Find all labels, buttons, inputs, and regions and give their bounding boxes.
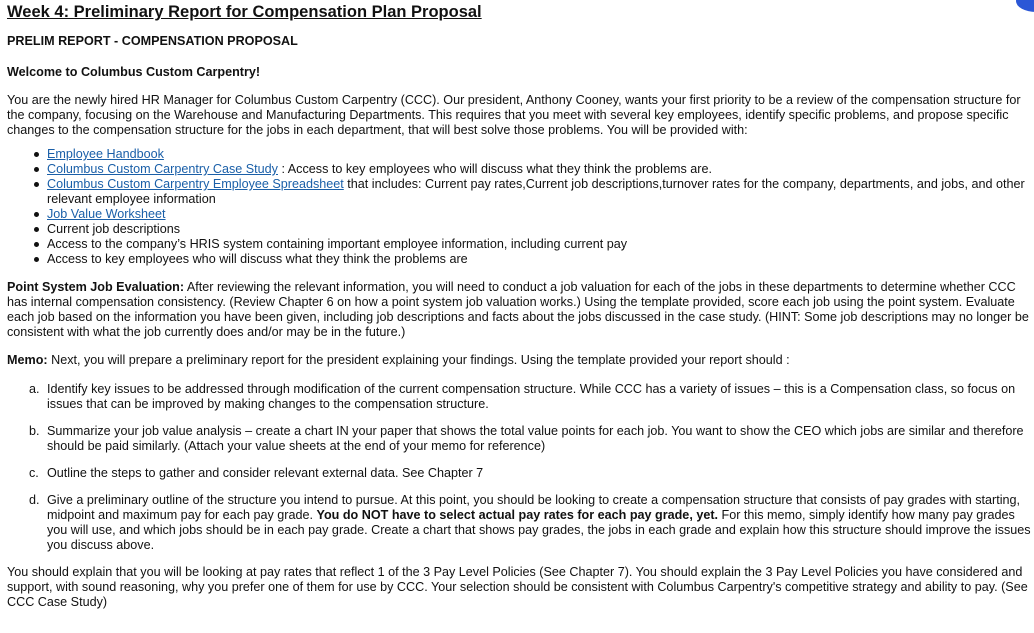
step-marker: a.	[29, 382, 40, 396]
list-item	[47, 207, 1031, 222]
page-title: Week 4: Preliminary Report for Compensation Plan Proposal	[7, 3, 482, 21]
list-item	[47, 147, 1031, 162]
list-item	[47, 222, 1031, 237]
point-system-paragraph	[7, 280, 1031, 340]
report-subtitle: PRELIM REPORT - COMPENSATION PROPOSAL	[7, 34, 298, 48]
resource-list	[7, 147, 1031, 267]
employee-spreadsheet-link[interactable]: Columbus Custom Carpentry Employee Spreadsheet	[47, 177, 344, 191]
step-text: Identify key issues to be addressed through modification of the current compensation structure. While CCC has a variety of issues – this is a Compensation class, so focus on issues that can be improved by making changes to the compensation structure.	[47, 382, 1016, 411]
step-item	[29, 493, 1031, 553]
step-text: Summarize your job value analysis – create a chart IN your paper that shows the total value points for each job. You want to show the CEO which jobs are similar and therefore should be paid similarly. (Attach your value sheets at the end of your memo for reference)	[47, 424, 1024, 453]
list-item-text: that includes: Current pay rates,Current job descriptions,turnover rates for the company, departments, and jobs, and other relevant employee information	[47, 177, 1025, 206]
step-item	[29, 466, 1031, 481]
step-text: Give a preliminary outline of the structure you intend to pursue. At this point, you should be looking to create a compensation structure that consists of pay grades with starting, midpoint and maximum pay for each pay grade.	[47, 493, 1021, 522]
list-item	[47, 252, 1031, 267]
list-item	[47, 237, 1031, 252]
step-text: Outline the steps to gather and consider relevant external data. See Chapter 7	[47, 466, 484, 480]
step-marker: d.	[29, 493, 40, 507]
point-system-label: Point System Job Evaluation:	[7, 280, 185, 294]
list-item-text: : Access to key employees who will discuss what they think the problems are.	[277, 162, 712, 176]
case-study-link[interactable]: Columbus Custom Carpentry Case Study	[47, 162, 278, 176]
job-value-worksheet-link[interactable]: Job Value Worksheet	[47, 207, 166, 221]
list-item-text: Current job descriptions	[47, 222, 180, 236]
memo-text: Next, you will prepare a preliminary report for the president explaining your findings. Using the template provided your report should :	[47, 353, 790, 367]
list-item	[47, 162, 1031, 177]
memo-steps	[7, 382, 1031, 553]
memo-label: Memo:	[7, 353, 48, 367]
welcome-heading: Welcome to Columbus Custom Carpentry!	[7, 65, 261, 79]
point-system-text: After reviewing the relevant information, you will need to conduct a job valuation for each of the jobs in these departments to determine whether CCC has internal compensation consistency. (Review Chapter 6 on how a point system job valuation works.) Using the template provided, score each job using the point system. Evaluate each job based on the information you have been given, including job descriptions and facts about the jobs discussed in the case study. (HINT: Some job descriptions may no longer be consistent with what the job currently does and/or may be in the future.)	[7, 280, 1029, 339]
memo-paragraph	[7, 353, 1031, 368]
list-item	[47, 177, 1031, 207]
closing-paragraph: You should explain that you will be looking at pay rates that reflect 1 of the 3 Pay Level Policies (See Chapter 7). You should explain the 3 Pay Level Policies you have considered and support, with sound reasoning, why you prefer one of them for use by CCC. Your selection should be consistent with Columbus Carpentry's competitive strategy and ability to pay. (See CCC Case Study)	[7, 565, 1028, 609]
step-bold-text: You do NOT have to select actual pay rates for each pay grade, yet.	[316, 508, 719, 522]
step-text-after: For this memo, simply identify how many pay grades you will use, and which jobs should be in each pay grade. Create a chart that shows pay grades, the jobs in each grade and explain how this structure should improve the issues you discuss above.	[47, 508, 1031, 552]
step-item	[29, 424, 1031, 454]
list-item-text: Access to the company’s HRIS system containing important employee information, including current pay	[47, 237, 628, 251]
step-item	[29, 382, 1031, 412]
step-marker: c.	[29, 466, 39, 480]
step-marker: b.	[29, 424, 40, 438]
employee-handbook-link[interactable]: Employee Handbook	[47, 147, 164, 161]
document-body	[7, 2, 1031, 610]
list-item-text: Access to key employees who will discuss what they think the problems are	[47, 252, 468, 266]
intro-paragraph: You are the newly hired HR Manager for Columbus Custom Carpentry (CCC). Our president, Anthony Cooney, wants your first priority to be a review of the compensation structure for the company, focusing on the Warehouse and Manufacturing Departments. This requires that you meet with several key employees, identify specific problems, and propose specific changes to the compensation structure for the jobs in each department, that will best solve those problems. You will be provided with:	[7, 93, 1021, 137]
